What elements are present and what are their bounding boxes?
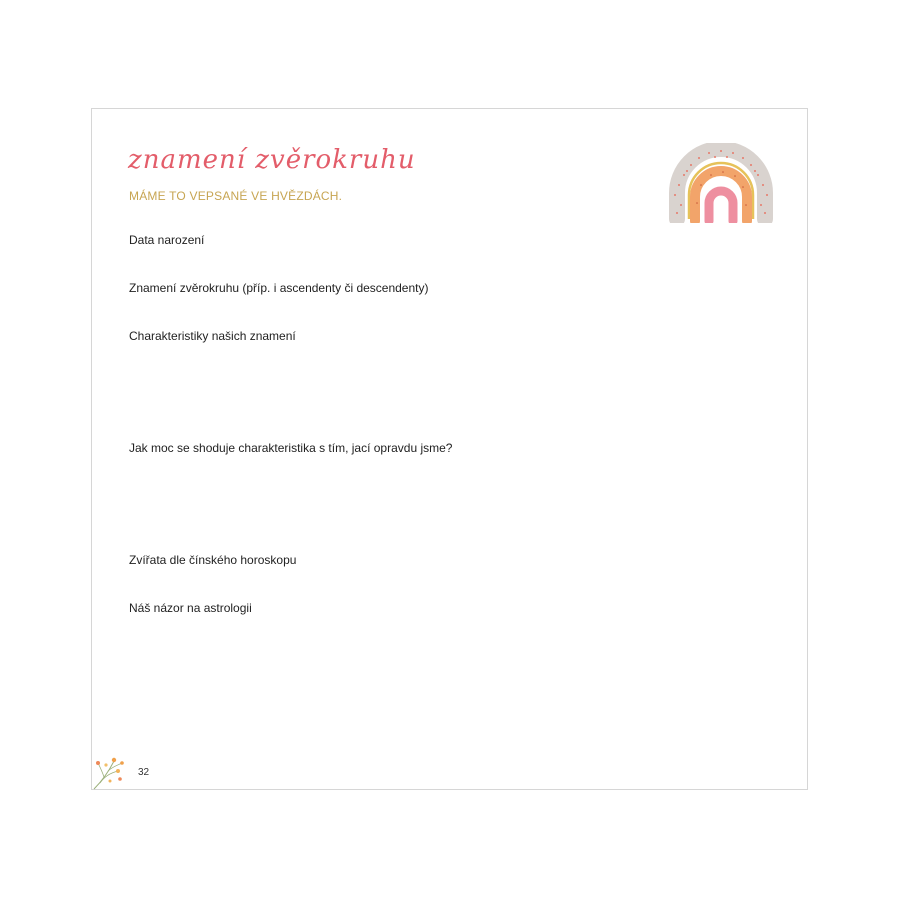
page-number: 32	[138, 767, 150, 778]
field-birth-date: Data narození	[129, 233, 205, 247]
field-astrology-opinion: Náš názor na astrologii	[129, 601, 252, 615]
field-sign-characteristics: Charakteristiky našich znamení	[129, 329, 296, 343]
rainbow-icon	[667, 143, 775, 223]
page-subtitle: MÁME TO VEPSANÉ VE HVĚZDÁCH.	[129, 189, 343, 203]
workbook-page	[91, 108, 808, 790]
field-chinese-horoscope: Zvířata dle čínského horoskopu	[129, 553, 297, 567]
flower-sprig-icon	[92, 751, 128, 791]
field-characteristics-match: Jak moc se shoduje charakteristika s tím, jací opravdu jsme?	[129, 441, 453, 455]
page-title: znamení zvěrokruhu	[128, 145, 416, 175]
field-zodiac-sign: Znamení zvěrokruhu (příp. i ascendenty či descendenty)	[129, 281, 429, 295]
